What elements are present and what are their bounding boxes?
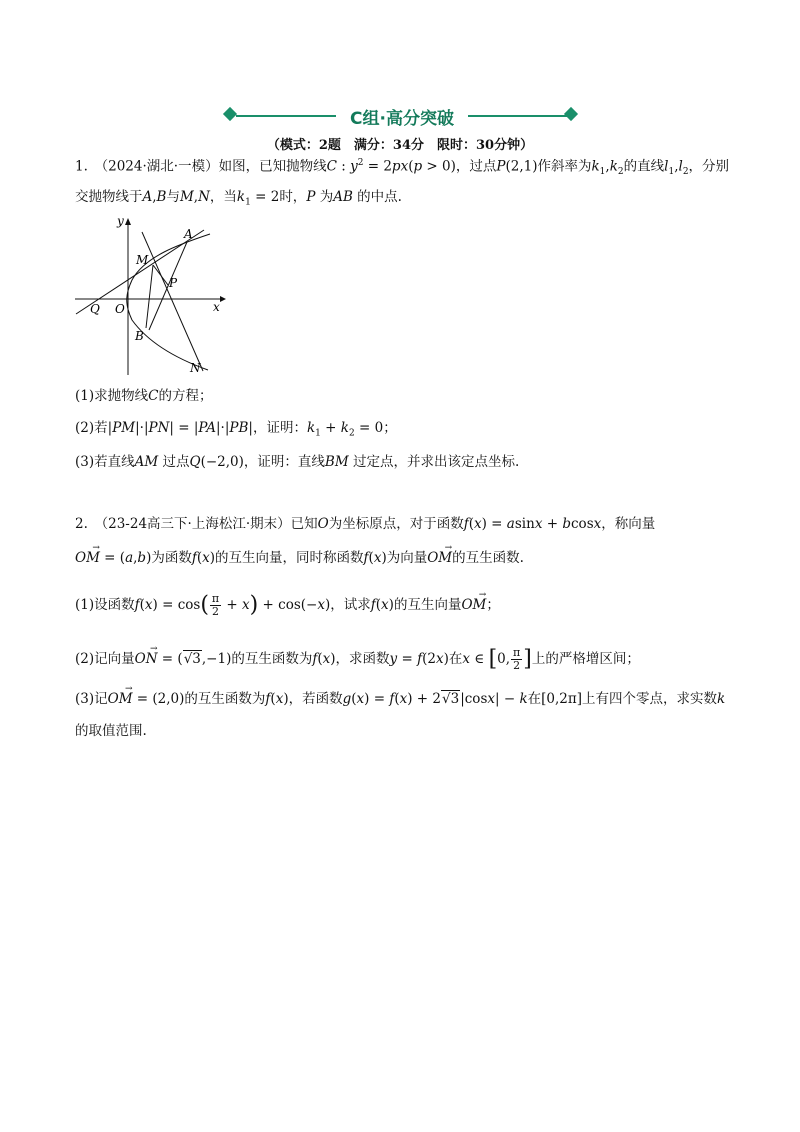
q1-text: 1. （2024·湖北·一模）如图，已知抛物线 xyxy=(75,158,327,175)
q1-text: 交抛物线于 xyxy=(75,189,143,205)
label-P: P xyxy=(169,276,178,290)
q2-text: ； xyxy=(486,597,500,613)
left-diamond-icon xyxy=(223,107,237,121)
label-Q: Q xyxy=(90,302,100,316)
q2-part2: (2)记向量ON → = (√3,−1)的互生函数为f(x)，求函数y = f(2x)在x ∈ [0, $\frac{\pi}{2}$ ]上的严格增区间； xyxy=(75,647,640,672)
q1-text: ，分别 xyxy=(688,158,730,175)
q2-text: (3)记 xyxy=(75,691,108,707)
label-O: O xyxy=(115,302,125,316)
q2-text: 2. （23-24高三下·上海松江·期末）已知 xyxy=(75,516,318,532)
q2-text: 的互生函数. xyxy=(452,550,524,566)
q2-line2: OM → = (a,b)为函数f(x)的互生向量，同时称函数f(x)为向量OM →的互生函数. xyxy=(75,548,524,568)
q1-text: 时， xyxy=(279,189,307,205)
q2-text: 的互生函数为 xyxy=(231,651,313,667)
left-rule xyxy=(236,115,336,117)
q2-text: 上有四个零点，求实数 xyxy=(582,691,718,707)
q2-part3-cont xyxy=(75,721,147,741)
q1-line2: 交抛物线于A,B与M,N，当$k_1 = 2$时，P 为AB 的中点. xyxy=(75,189,402,208)
q1-text: ，证明：直线 xyxy=(243,454,325,470)
q2-text: ，试求 xyxy=(330,597,371,613)
label-B: B xyxy=(135,329,144,343)
q2-text: 为函数 xyxy=(151,550,192,566)
label-N: N xyxy=(190,361,201,375)
q2-text: ，称向量 xyxy=(601,516,656,532)
q1-part3: (3)若直线AM 过点Q(−2,0)，证明：直线BM 过定点，并求出该定点坐标. xyxy=(75,454,520,470)
q1-line1: 1. （2024·湖北·一模）如图，已知抛物线C : $y^2 = 2px(p > 0)$，过点P(2,1)作斜率为$k_1,k_2$的直线$l_1,l_2$，分别 xyxy=(75,158,730,178)
q1-text: (3)若直线 xyxy=(75,454,135,470)
q1-text: 过点 xyxy=(162,454,190,470)
parabola-figure xyxy=(70,210,230,382)
q1-text: (1)求抛物线 xyxy=(75,388,149,404)
right-diamond-icon xyxy=(564,107,578,121)
q2-part3: (3)记OM → = (2,0)的互生函数为f(x)，若函数g(x) = f(x) + 2√3|cosx| − k在[0,2π]上有四个零点，求实数k xyxy=(75,689,725,709)
q1-text: ，过点 xyxy=(455,158,497,175)
q1-text: ； xyxy=(383,420,397,436)
q1-text: 过定点，并求出该定点坐标. xyxy=(352,454,520,470)
q2-text: k xyxy=(717,691,726,707)
q2-text: 上的严格增区间； xyxy=(531,651,640,667)
q1-text: ，当 xyxy=(209,189,237,205)
q2-text: 的互生向量，同时称函数 xyxy=(215,550,364,566)
q2-text: 的取值范围. xyxy=(75,723,147,739)
q1-text: 的中点. xyxy=(357,189,402,205)
q1-part2: (2)若|PM|·|PN| = |PA|·|PB|，证明：$k_1 + k_2 = 0$； xyxy=(75,420,397,439)
q2-text: ，求函数 xyxy=(335,651,390,667)
q1-text: 的直线 xyxy=(623,158,665,175)
exam-meta: （模式：2题 满分：34分 限时：30分钟） xyxy=(266,138,534,153)
q1-text: (2)若 xyxy=(75,420,108,436)
right-rule xyxy=(468,115,568,117)
q2-line1: 2. （23-24高三下·上海松江·期末）已知O为坐标原点，对于函数f(x) = asinx + bcosx，称向量 xyxy=(75,516,656,532)
label-y: y xyxy=(117,214,124,228)
q2-text: (2)记向量 xyxy=(75,651,135,667)
label-A: A xyxy=(184,227,193,241)
q1-text: 与 xyxy=(166,189,180,205)
q2-text: (1)设函数 xyxy=(75,597,135,613)
label-M: M xyxy=(136,253,149,267)
q2-text: 为坐标原点，对于函数 xyxy=(328,516,464,532)
q2-text: 在 xyxy=(448,651,463,667)
q1-text: 的方程； xyxy=(158,388,213,404)
q2-text: 的互生函数为 xyxy=(184,691,266,707)
q1-part1: (1)求抛物线C的方程； xyxy=(75,388,213,404)
q2-text: 为向量 xyxy=(386,550,428,566)
section-title: C组·高分突破 xyxy=(350,109,454,129)
q1-text: 作斜率为 xyxy=(537,158,592,175)
q1-text: ，证明： xyxy=(252,420,307,436)
q1-text: 为 xyxy=(319,189,334,205)
label-x: x xyxy=(213,300,220,314)
section-header xyxy=(0,103,800,129)
q2-part1: (1)设函数f(x) = cos( $\frac{\pi}{2}$ + x) + cos(−x)，试求f(x)的互生向量OM →； xyxy=(75,593,500,618)
q2-text: 的互生向量 xyxy=(393,597,462,613)
q2-text: 在 xyxy=(527,691,542,707)
q2-text: ，若函数 xyxy=(288,691,343,707)
